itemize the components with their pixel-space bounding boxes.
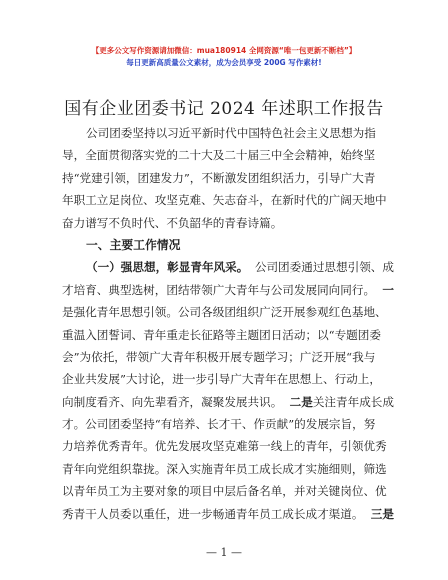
paragraph-line — [62, 144, 394, 166]
text-span: 向制度看齐、向先辈看齐，凝聚发展共识。 — [62, 394, 283, 409]
text-span: 企业共发展”大讨论，进一步引导广大青年在思想上、行动上， — [62, 372, 381, 387]
paragraph-line — [62, 324, 394, 346]
paragraph-line — [62, 256, 394, 278]
paragraph-line — [62, 503, 394, 525]
promo-banner-line-1: 【更多公文写作资源请加微信：mua180914 全网资源“唯一包更新不断档”】 — [91, 46, 357, 55]
bold-marker: 二是 — [289, 394, 313, 409]
text-span: 重温入团誓词、青年重走长征路等主题团日活动；以“专题团委 — [62, 327, 381, 342]
text-span: 力培养优秀青年。优先发展攻坚克难第一线上的青年，引领优秀 — [62, 439, 387, 454]
document-title: 国有企业团委书记 2024 年述职工作报告 — [64, 99, 384, 119]
bold-marker: 三是 — [370, 506, 394, 521]
paragraph-line — [62, 346, 394, 368]
text-span: 是强化青年思想引领。公司各级团组织广泛开展参观红色基地、 — [62, 305, 387, 320]
text-span: 会”为依托，带领广大青年积极开展专题学习；广泛开展“我与 — [62, 349, 376, 364]
text-span: 公司团委通过思想引领、成 — [254, 260, 394, 275]
paragraph-line — [62, 167, 394, 189]
paragraph-line — [62, 480, 394, 502]
text-span: 年职工立足岗位、攻坚克难、矢志奋斗，在新时代的广阔天地中 — [62, 193, 387, 208]
paragraph-line — [62, 413, 394, 435]
text-span: 导，全面贯彻落实党的二十大及二十届三中全会精神，始终坚 — [62, 148, 376, 163]
text-span: 关注青年成长成 — [312, 394, 394, 409]
paragraph-line — [62, 189, 394, 211]
page-number: — 1 — — [206, 546, 242, 559]
paragraph-line — [62, 212, 394, 234]
text-span: 才培育、典型选树，团结带领广大青年与公司发展同向同行。 — [62, 282, 376, 297]
paragraph-line — [62, 435, 394, 457]
text-span: 持“党建引领，团建发力”，不断激发团组织活力，引导广大青 — [62, 170, 376, 185]
text-span: 青年向党组织靠拢。深入实施青年员工成长成才实施细则，筛选 — [62, 461, 387, 476]
text-span: 公司团委坚持以习近平新时代中国特色社会主义思想为指 — [86, 126, 376, 140]
paragraph-line — [62, 368, 394, 390]
paragraph-line — [62, 279, 394, 301]
paragraph-line — [62, 301, 394, 323]
text-span: 以青年员工为主要对象的项目中层后备名单，并对关键岗位、优 — [62, 484, 387, 499]
promo-banner-line-2: 每日更新高质量公文素材，成为会员享受 200G 写作素材! — [126, 58, 322, 67]
section-heading: 一、主要工作情况 — [86, 237, 181, 252]
text-span: 秀青干人员委以重任，进一步畅通青年员工成长成才渠道。 — [62, 506, 364, 521]
text-span: 奋力谱写不负时代、不负韶华的青春诗篇。 — [62, 215, 283, 230]
subsection-heading: （一）强思想，彰显青年风采。 — [86, 260, 249, 275]
text-span: 才。公司团委坚持“有培养、长才干、作贡献”的发展宗旨，努 — [62, 417, 376, 432]
bold-marker: 一 — [382, 282, 394, 297]
paragraph-line — [62, 458, 394, 480]
paragraph-line — [62, 122, 394, 144]
document-body — [62, 122, 394, 525]
paragraph-line — [62, 391, 394, 413]
